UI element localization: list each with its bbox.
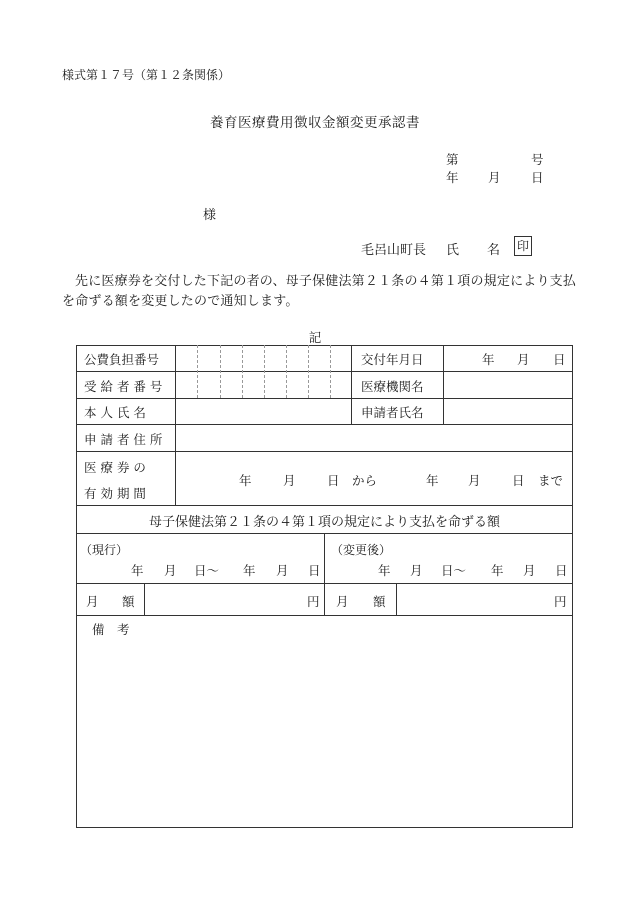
digit-divider <box>330 345 331 398</box>
form-number: 様式第１７号（第１２条関係） <box>62 68 231 82</box>
current-to-day: 日 <box>308 563 321 578</box>
current-to-year: 年 <box>243 563 256 578</box>
table-border-top <box>76 345 573 346</box>
after-to-day: 日 <box>555 563 568 578</box>
col-line <box>351 345 352 425</box>
row-line <box>76 505 573 506</box>
label-validity-1: 医 療 券 の <box>84 460 146 475</box>
seal-box: 印 <box>514 236 532 256</box>
row-line <box>76 424 573 425</box>
label-recipient-number: 受 給 者 番 号 <box>84 379 163 394</box>
digit-divider <box>242 345 243 398</box>
issuer-name-mei: 名 <box>487 243 501 258</box>
col-line <box>324 533 325 616</box>
digit-divider <box>264 345 265 398</box>
label-patient-name: 本 人 氏 名 <box>84 405 146 420</box>
current-to-month: 月 <box>276 563 289 578</box>
after-from-year: 年 <box>378 563 391 578</box>
issue-date-day: 日 <box>553 352 566 367</box>
addressee-suffix: 様 <box>203 208 217 223</box>
issue-date-year: 年 <box>482 352 495 367</box>
current-from-day: 日～ <box>194 563 220 578</box>
table-border-bottom <box>76 827 573 828</box>
digit-divider <box>286 345 287 398</box>
col-line <box>144 583 145 616</box>
validity-to-day: 日 <box>512 473 525 488</box>
row-line <box>76 451 573 452</box>
after-amount-yen: 円 <box>554 594 567 609</box>
digit-divider <box>220 345 221 398</box>
label-applicant-address: 申 請 者 住 所 <box>84 432 163 447</box>
current-amount-yen: 円 <box>307 594 320 609</box>
date-year: 年 <box>446 170 459 185</box>
label-issue-date: 交付年月日 <box>361 352 424 367</box>
date-month: 月 <box>488 170 501 185</box>
label-after-change: （変更後） <box>331 543 392 557</box>
label-monthly-2: 額 <box>122 594 135 609</box>
validity-from-month: 月 <box>283 473 296 488</box>
date-day: 日 <box>531 170 544 185</box>
label-monthly-after-2: 額 <box>373 594 386 609</box>
issue-date-month: 月 <box>517 352 530 367</box>
table-border-left <box>76 345 77 828</box>
digit-divider <box>308 345 309 398</box>
table-border-right <box>572 345 573 828</box>
label-applicant-name: 申請者氏名 <box>361 405 424 420</box>
doc-number-dai: 第 <box>446 152 459 167</box>
ki-heading: 記 <box>308 330 322 345</box>
after-from-month: 月 <box>410 563 423 578</box>
issuer: 毛呂山町長 <box>361 243 427 258</box>
row-line <box>76 371 573 372</box>
label-monthly-1: 月 <box>86 594 99 609</box>
label-monthly-after-1: 月 <box>336 594 349 609</box>
current-from-year: 年 <box>131 563 144 578</box>
label-medical-institution: 医療機関名 <box>361 379 424 394</box>
col-line <box>175 345 176 506</box>
document-title: 養育医療費用徴収金額変更承認書 <box>210 115 420 131</box>
label-current: （現行） <box>80 543 129 557</box>
validity-from-year: 年 <box>239 473 252 488</box>
after-to-month: 月 <box>523 563 536 578</box>
col-line <box>396 583 397 616</box>
doc-number-go: 号 <box>531 152 544 167</box>
validity-to-month: 月 <box>468 473 481 488</box>
current-from-month: 月 <box>164 563 177 578</box>
issuer-name-shi: 氏 <box>446 243 460 258</box>
body-text: 先に医療券を交付した下記の者の、母子保健法第２１条の４第１項の規定により支払を命ずる額を変更したので通知します。 <box>62 274 577 309</box>
label-remarks: 備 考 <box>92 622 130 637</box>
validity-from-day: 日 <box>327 473 340 488</box>
validity-kara: から <box>352 473 378 488</box>
label-kohi-number: 公費負担番号 <box>84 352 160 367</box>
label-validity-2: 有 効 期 間 <box>84 486 146 501</box>
validity-to-year: 年 <box>426 473 439 488</box>
after-from-day: 日～ <box>441 563 467 578</box>
amount-section-title: 母子保健法第２１条の４第１項の規定により支払を命ずる額 <box>148 515 500 530</box>
after-to-year: 年 <box>491 563 504 578</box>
validity-made: まで <box>538 473 564 488</box>
digit-divider <box>197 345 198 398</box>
row-line <box>76 398 573 399</box>
col-line <box>443 345 444 425</box>
